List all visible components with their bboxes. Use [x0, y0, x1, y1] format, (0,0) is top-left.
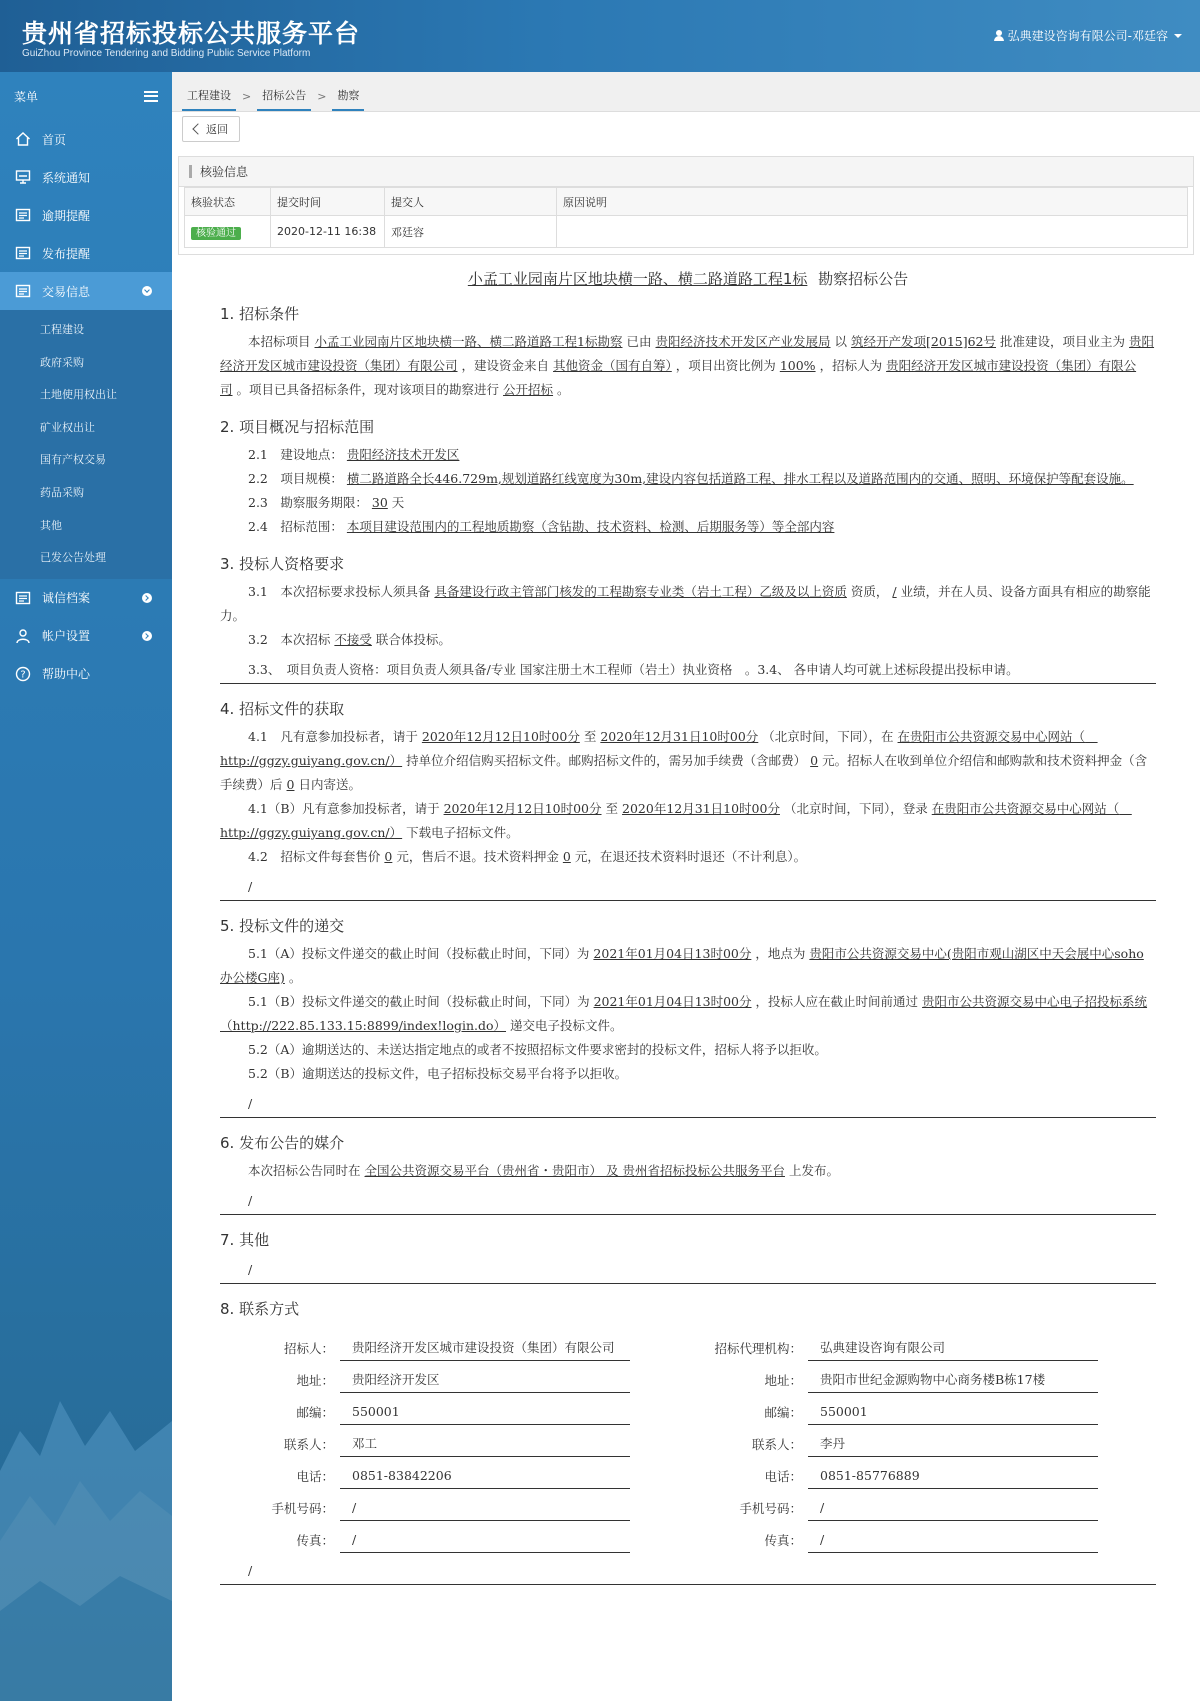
sidebar-item-label: 交易信息	[42, 284, 91, 299]
contact-row: 联系人： 邓工	[220, 1425, 688, 1457]
subnav-item-state-property[interactable]: 国有产权交易	[40, 453, 106, 467]
breadcrumb-engineering[interactable]: 工程建设	[182, 87, 236, 111]
verify-panel-header	[179, 157, 1193, 187]
subnav-item-engineering[interactable]: 工程建设	[40, 323, 84, 336]
table-row	[185, 216, 1188, 248]
breadcrumb-separator-icon: >	[242, 90, 252, 103]
monitor-icon	[14, 168, 32, 186]
verify-panel-title: 核验信息	[200, 165, 249, 179]
contact-row: 邮编： 550001	[220, 1393, 688, 1425]
section-7-title: 7. 其他	[220, 1231, 270, 1249]
breadcrumb-tender-notice[interactable]: 招标公告	[257, 87, 311, 111]
subnav-item-gov-procurement[interactable]: 政府采购	[40, 355, 84, 369]
section-8-other: /	[220, 1557, 1156, 1585]
time-cell: 2020-12-11 16:38	[271, 216, 385, 248]
list-icon	[14, 206, 32, 224]
sidebar-item-label: 帐户设置	[42, 629, 91, 644]
contact-row: 招标代理机构： 弘典建设咨询有限公司	[688, 1329, 1156, 1361]
top-header	[0, 0, 1200, 72]
section-8-title: 8. 联系方式	[220, 1300, 300, 1318]
document-title: 小孟工业园南片区地块横一路、横二路道路工程1标 勘察招标公告	[467, 270, 909, 288]
section-4-price: 4.2 招标文件每套售价 0 元，售后不退。技术资料押金 0 元，在退还技术资料时退还（不计利息）。	[248, 849, 807, 864]
section-5-title: 5. 投标文件的递交	[220, 917, 345, 935]
section-2-location: 2.1 建设地点： 贵阳经济技术开发区	[248, 447, 460, 462]
submitter-cell: 邓廷容	[385, 216, 557, 248]
menu-label: 菜单	[14, 89, 39, 104]
platform-title: 贵州省招标投标公共服务平台	[22, 19, 361, 48]
sidebar-item-notice[interactable]	[0, 158, 172, 196]
col-header-submitter: 提交人	[385, 188, 557, 216]
section-5-deadline-b: 5.1（B）投标文件递交的截止时间（投标截止时间，下同）为 2021年01月04日13时00分 ，投标人应在截止时间前通过 贵阳市公共资源交易中心电子招投标系统（http://222.85.133.15:8899/index!login.do） 递交电子投标文件。	[220, 994, 1148, 1033]
section-4-title: 4. 招标文件的获取	[220, 700, 345, 718]
subnav-item-other[interactable]: 其他	[40, 518, 62, 532]
subnav-item-land-use[interactable]: 土地使用权出让	[40, 388, 117, 402]
list-icon	[14, 589, 32, 607]
sidebar-item-help[interactable]	[0, 655, 172, 693]
question-icon	[14, 665, 32, 683]
contact-row: 传真： /	[688, 1521, 1156, 1553]
contact-row: 电话： 0851-85776889	[688, 1457, 1156, 1489]
user-icon	[14, 627, 32, 645]
panel-accent-bar	[189, 165, 192, 178]
contact-row: 联系人： 李丹	[688, 1425, 1156, 1457]
section-2-scope: 2.4 招标范围： 本项目建设范围内的工程地质勘察（含钻勘、技术资料、检测、后期服务等）等全部内容	[248, 519, 835, 534]
sidebar-item-trade-info[interactable]	[0, 272, 172, 310]
section-6-other: /	[220, 1187, 1156, 1215]
section-3-qualification: 3.1 本次招标要求投标人须具备 具备建设行政主管部门核发的工程勘察专业类（岩土工程）乙级及以上资质 资质， / 业绩，并在人员、设备方面具有相应的勘察能力。	[220, 584, 1151, 623]
contact-row: 招标人： 贵阳经济开发区城市建设投资（集团）有限公司	[220, 1329, 688, 1361]
contact-row: 传真： /	[220, 1521, 688, 1553]
main-content	[172, 72, 1200, 1701]
platform-subtitle: GuiZhou Province Tendering and Bidding Public Service Platform	[22, 48, 311, 59]
contact-tenderer	[220, 1329, 688, 1553]
section-3-title: 3. 投标人资格要求	[220, 555, 345, 573]
reason-cell	[557, 216, 1188, 248]
sidebar-item-label: 发布提醒	[42, 246, 91, 261]
sidebar-item-label: 帮助中心	[42, 667, 91, 682]
menu-header	[0, 72, 172, 120]
sidebar-item-label: 系统通知	[42, 170, 91, 185]
contact-row: 地址： 贵阳经济开发区	[220, 1361, 688, 1393]
sidebar-item-label: 首页	[42, 132, 67, 147]
subnav-item-published[interactable]: 已发公告处理	[40, 551, 106, 565]
back-button-label: 返回	[206, 123, 228, 136]
sidebar-item-credit[interactable]	[0, 579, 172, 617]
section-4-purchase: 4.1 凡有意参加投标者，请于 2020年12月12日10时00分 至 2020年12月31日10时00分 （北京时间，下同），在 在贵阳市公共资源交易中心网站（ http://ggzy.guiyang.gov.cn/） 持单位介绍信购买招标文件。邮购招标文件的，需另加手续费（含邮费） 0 元。招标人在收到单位介绍信和邮购款和技术资料押金（含手续费）后 0 日内寄送。	[220, 729, 1148, 792]
chevron-right-icon	[142, 631, 152, 641]
contact-row: 手机号码： /	[220, 1489, 688, 1521]
section-5-reject-a: 5.2（A）逾期送达的、未送达指定地点的或者不按照招标文件要求密封的投标文件，招标人将予以拒收。	[248, 1042, 827, 1057]
breadcrumb-survey[interactable]: 勘察	[332, 87, 364, 111]
subnav-item-mining-rights[interactable]: 矿业权出让	[40, 420, 95, 434]
list-icon	[14, 282, 32, 300]
status-badge: 核验通过	[191, 227, 241, 240]
sidebar-item-label: 诚信档案	[42, 591, 91, 606]
col-header-status: 核验状态	[185, 188, 271, 216]
col-header-reason: 原因说明	[557, 188, 1188, 216]
breadcrumb	[172, 72, 1200, 112]
section-1-title: 1. 招标条件	[220, 305, 300, 323]
user-menu[interactable]	[994, 27, 1182, 44]
chevron-down-icon	[142, 286, 152, 296]
back-button[interactable]	[182, 116, 240, 142]
verify-table	[184, 187, 1188, 248]
section-6-media: 本次招标公告同时在 全国公共资源交易平台（贵州省・贵阳市） 及 贵州省招标投标公共服务平台 上发布。	[248, 1163, 839, 1178]
section-6-title: 6. 发布公告的媒介	[220, 1134, 345, 1152]
sidebar-item-label: 逾期提醒	[42, 208, 91, 223]
list-icon	[14, 244, 32, 262]
section-5-deadline-a: 5.1（A）投标文件递交的截止时间（投标截止时间，下同）为 2021年01月04日13时00分 ，地点为 贵阳市公共资源交易中心(贵阳市观山湖区中天会展中心soho办公楼G座) 。	[220, 946, 1144, 985]
user-icon	[994, 30, 1004, 41]
contact-row: 手机号码： /	[688, 1489, 1156, 1521]
user-name: 弘典建设咨询有限公司-邓廷容	[1007, 29, 1168, 43]
sidebar-item-publish[interactable]	[0, 234, 172, 272]
sidebar-item-overdue[interactable]	[0, 196, 172, 234]
contact-row: 地址： 贵阳市世纪金源购物中心商务楼B栋17楼	[688, 1361, 1156, 1393]
section-5-other: /	[220, 1090, 1156, 1118]
announcement-document	[220, 268, 1156, 1585]
section-2-period: 2.3 勘察服务期限： 30 天	[248, 495, 405, 510]
back-arrow-icon	[192, 123, 203, 134]
subnav-item-drug-procurement[interactable]: 药品采购	[40, 485, 84, 499]
subnav	[0, 310, 172, 579]
section-2-scale: 2.2 项目规模： 横二路道路全长446.729m,规划道路红线宽度为30m,建设内容包括道路工程、排水工程以及道路范围内的交通、照明、环境保护等配套设施。	[248, 471, 1134, 486]
landscape-decoration	[0, 1281, 172, 1701]
breadcrumb-separator-icon: >	[317, 90, 327, 103]
section-4-download: 4.1（B）凡有意参加投标者，请于 2020年12月12日10时00分 至 2020年12月31日10时00分 （北京时间，下同），登录 在贵阳市公共资源交易中心网站（ http://ggzy.guiyang.gov.cn/） 下载电子招标文件。	[220, 801, 1132, 840]
section-5-reject-b: 5.2（B）逾期送达的投标文件，电子招标投标交易平台将予以拒收。	[248, 1066, 628, 1081]
home-icon	[14, 130, 32, 148]
section-2-title: 2. 项目概况与招标范围	[220, 418, 375, 436]
svg-text:?: ?	[20, 669, 26, 681]
contact-info	[220, 1329, 1156, 1553]
contact-agency	[688, 1329, 1156, 1553]
caret-down-icon	[1174, 34, 1182, 38]
hamburger-icon[interactable]	[144, 91, 158, 102]
chevron-right-icon	[142, 593, 152, 603]
section-4-other: /	[220, 873, 1156, 901]
contact-row: 电话： 0851-83842206	[220, 1457, 688, 1489]
contact-row: 邮编： 550001	[688, 1393, 1156, 1425]
sidebar-item-home[interactable]	[0, 120, 172, 158]
section-3-consortium: 3.2 本次招标 不接受 联合体投标。	[248, 632, 451, 647]
status-cell	[185, 216, 271, 248]
sidebar-item-account[interactable]	[0, 617, 172, 655]
sidebar	[0, 72, 172, 1701]
section-3-manager: 3.3、 项目负责人资格：项目负责人须具备/专业 国家注册土木工程师（岩土）执业资格 。3.4、 各申请人均可就上述标段提出投标申请。	[220, 656, 1156, 684]
section-1-body: 本招标项目 小孟工业园南片区地块横一路、横二路道路工程1标勘察 已由 贵阳经济技术开发区产业发展局 以 筑经开产发项[2015]62号 批准建设，项目业主为 贵阳经济开发区城市建设投资（集团）有限公司 ，建设资金来自 其他资金（国有自筹） ，项目出资比例为 100% ，招标人为 贵阳经济开发区城市建设投资（集团）有限公司 。项目已具备招标条件，现对该项目的勘察进行 公开招标 。	[220, 334, 1155, 397]
section-7-other: /	[220, 1256, 1156, 1284]
verify-panel	[178, 156, 1194, 255]
col-header-time: 提交时间	[271, 188, 385, 216]
